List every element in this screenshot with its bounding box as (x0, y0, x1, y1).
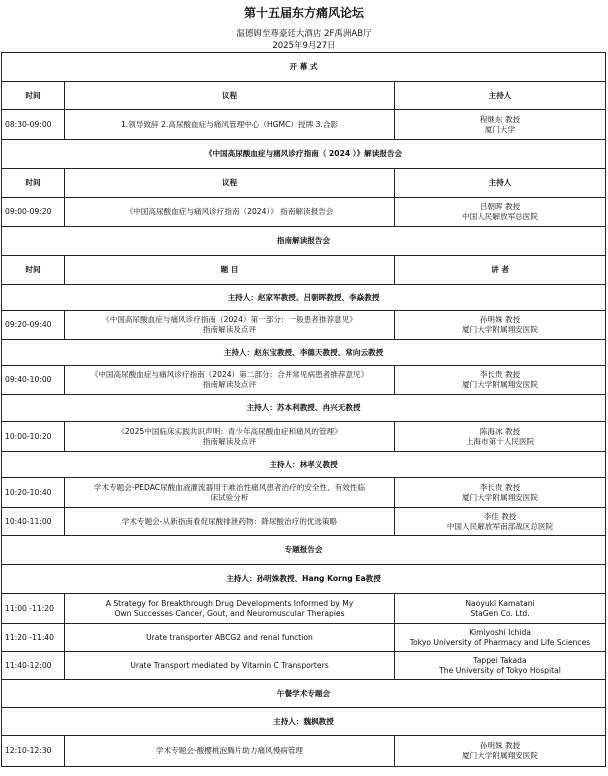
speaker-name: Tappei Takada (473, 655, 527, 665)
table-row (2, 736, 606, 767)
page-title: 第十五届东方痛风论坛 (243, 6, 364, 20)
time-cell: 11:20 -11:40 (2, 624, 65, 652)
speaker-cell (395, 478, 606, 508)
col-topic: 题 目 (65, 256, 395, 285)
time-cell: 11:00 -11:20 (2, 594, 65, 624)
col-time: 时间 (2, 82, 65, 110)
moderators: 主持人：孙明姝教授、Hang Korng Ea教授 (2, 565, 606, 594)
col-time: 时间 (2, 256, 65, 285)
topic-line: 《中国高尿酸血症与痛风诊疗指南（2024）第二部分：合并常见病患者推荐意见》 (90, 370, 369, 379)
speaker-cell (395, 508, 606, 536)
speaker-name: Naoyuki Kamatani (465, 598, 535, 608)
section-special-report (2, 536, 606, 565)
column-header-row (2, 169, 606, 198)
speaker-name: 孙明姝 教授 (479, 741, 521, 750)
section-opening (2, 53, 606, 82)
moderator-row (2, 708, 606, 736)
moderator-row (2, 565, 606, 594)
topic-line: 指南解读及点评 (202, 380, 257, 389)
section-title: 指南解读报告会 (2, 227, 606, 256)
topic-line: Own Successes Cancer, Gout, and Neuromuscular Therapies (114, 608, 345, 618)
column-header-row (2, 256, 606, 285)
table-row (2, 478, 606, 508)
topic-cell (65, 366, 395, 395)
table-row (2, 508, 606, 536)
speaker-affiliation: 厦门大学附属翔安医院 (462, 751, 538, 760)
speaker-name: 李长贵 教授 (479, 482, 521, 492)
topic-line: 指南解读及点评 (202, 436, 257, 446)
time-cell: 11:40-12:00 (2, 652, 65, 680)
moderator-row (2, 340, 606, 366)
topic-cell: Urate Transport mediated by Vitamin C Transporters (65, 652, 395, 680)
speaker-affiliation: Tokyo University of Pharmacy and Life Sciences (409, 637, 591, 647)
table-row (2, 422, 606, 452)
section-guideline-interpretation (2, 227, 606, 256)
topic-line: 《中国高尿酸血症与痛风诊疗指南（2024）第一部分：一般患者推荐意见》 (102, 315, 357, 324)
time-cell: 09:40-10:00 (2, 366, 65, 395)
speaker-affiliation: 厦门大学附属翔安医院 (462, 492, 538, 502)
topic-cell (65, 422, 395, 452)
venue: 温德姆至尊豪廷大酒店 2F禹洲AB厅 (236, 29, 372, 39)
speaker-affiliation: 厦门大学附属翔安医院 (462, 325, 538, 334)
time-cell: 09:00-09:20 (2, 198, 65, 227)
speaker-affiliation: StaGen Co. Ltd. (470, 608, 530, 618)
speaker-name: Kimiyoshi Ichida (469, 627, 531, 637)
col-speaker: 讲 者 (395, 256, 606, 285)
speaker-name: 李佳 教授 (483, 511, 517, 521)
speaker-cell (395, 594, 606, 624)
speaker-affiliation: 上海市第十人民医院 (465, 436, 535, 446)
speaker-cell (395, 624, 606, 652)
section-guideline-report (2, 140, 606, 169)
topic-cell: 学术专题会-从新指南看促尿酸排泄药物：降尿酸治疗的优选策略 (65, 508, 395, 536)
moderators: 主持人：赵东宝教授、李德天教授、常向云教授 (2, 340, 606, 366)
schedule-table (1, 52, 606, 767)
speaker-cell (395, 366, 606, 395)
event-date: 2025年9月27日 (272, 41, 336, 51)
speaker-cell (395, 736, 606, 767)
time-cell: 08:30-09:00 (2, 110, 65, 140)
col-agenda: 议程 (65, 82, 395, 110)
host-affiliation: 中国人民解放军总医院 (462, 212, 538, 221)
section-title: 专题报告会 (2, 536, 606, 565)
section-title: 开 幕 式 (2, 53, 606, 82)
time-cell: 10:40-11:00 (2, 508, 65, 536)
topic-line: 床试验分析 (210, 492, 249, 502)
moderator-row (2, 395, 606, 422)
table-row (2, 311, 606, 340)
host-name: 程继东 教授 (479, 114, 521, 124)
speaker-name: 李长贵 教授 (479, 370, 521, 379)
host-affiliation: 厦门大学 (484, 124, 516, 134)
speaker-cell (395, 652, 606, 680)
topic-line: 学术专题会-PEDAC尿酸血液灌流器用于难治性痛风患者治疗的安全性、有效性临 (93, 482, 366, 492)
speaker-affiliation: The University of Tokyo Hospital (439, 665, 561, 675)
col-chair: 主持人 (395, 82, 606, 110)
table-row (2, 652, 606, 680)
section-title: 午餐学术专题会 (2, 680, 606, 708)
speaker-name: 孙明姝 教授 (479, 315, 521, 324)
table-row (2, 624, 606, 652)
col-agenda: 议程 (65, 169, 395, 198)
agenda-cell: 1.领导致辞 2.高尿酸血症与痛风管理中心（HGMC）授牌 3.合影 (65, 110, 395, 140)
speaker-name: 陈海冰 教授 (479, 426, 521, 436)
topic-cell: Urate transporter ABCG2 and renal function (65, 624, 395, 652)
speaker-affiliation: 厦门大学附属翔安医院 (462, 380, 538, 389)
time-cell: 10:00-10:20 (2, 422, 65, 452)
host-cell (395, 110, 606, 140)
table-row (2, 198, 606, 227)
host-cell (395, 198, 606, 227)
moderators: 主持人：苏本利教授、冉兴无教授 (2, 395, 606, 422)
column-header-row (2, 82, 606, 110)
moderators: 主持人：林孝义教授 (2, 452, 606, 478)
col-time: 时间 (2, 169, 65, 198)
speaker-cell (395, 311, 606, 340)
time-cell: 10:20-10:40 (2, 478, 65, 508)
topic-cell: 学术专题会-酸樱桃泡腾片助力痛风慢病管理 (65, 736, 395, 767)
section-lunch-symposium (2, 680, 606, 708)
topic-line: 《2025中国临床实践共识声明：青少年高尿酸血症和痛风的管理》 (117, 426, 342, 436)
table-row (2, 594, 606, 624)
topic-cell (65, 594, 395, 624)
speaker-affiliation: 中国人民解放军南部战区总医院 (446, 521, 554, 531)
topic-line: 指南解读及点评 (202, 325, 257, 334)
moderator-row (2, 452, 606, 478)
host-name: 吕朝晖 教授 (479, 202, 521, 211)
section-title: 《中国高尿酸血症与痛风诊疗指南（ 2024 ）》解读报告会 (2, 140, 606, 169)
table-row (2, 110, 606, 140)
time-cell: 09:20-09:40 (2, 311, 65, 340)
moderator-row (2, 285, 606, 311)
moderators: 主持人：魏枫教授 (2, 708, 606, 736)
speaker-cell (395, 422, 606, 452)
topic-cell (65, 478, 395, 508)
topic-line: A Strategy for Breakthrough Drug Developments Informed by My (105, 598, 354, 608)
col-chair: 主持人 (395, 169, 606, 198)
topic-cell (65, 311, 395, 340)
moderators: 主持人：赵家军教授、吕朝晖教授、李焱教授 (2, 285, 606, 311)
agenda-cell: 《中国高尿酸血症与痛风诊疗指南（2024）》 指南解读报告会 (65, 198, 395, 227)
time-cell: 12:10-12:30 (2, 736, 65, 767)
table-row (2, 366, 606, 395)
